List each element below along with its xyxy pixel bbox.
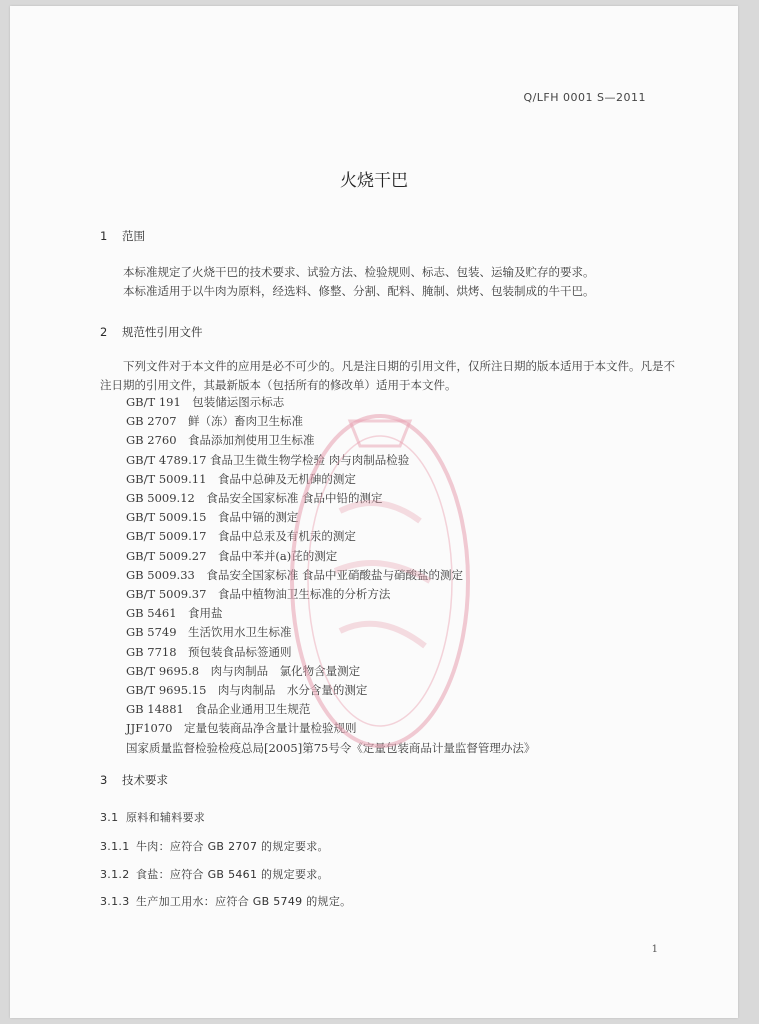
- scope-line-2: 本标准适用于以牛肉为原料，经选料、修整、分割、配料、腌制、烘烤、包装制成的牛干巴。: [123, 284, 595, 298]
- section-number: 2: [100, 325, 108, 339]
- reference-item: GB 2707 鲜（冻）畜肉卫生标准: [126, 414, 304, 429]
- reference-item: GB/T 4789.17 食品卫生微生物学检验 肉与肉制品检验: [126, 452, 410, 467]
- clause-3-1-1: [100, 838, 329, 854]
- reference-item: GB 5749 生活饮用水卫生标准: [126, 625, 292, 640]
- clause-number: 3.1.3: [100, 895, 130, 908]
- standard-code: Q/LFH 0001 S—2011: [523, 91, 646, 104]
- reference-item: GB/T 5009.17 食品中总汞及有机汞的测定: [126, 529, 356, 544]
- document-title: 火烧干巴: [340, 171, 408, 191]
- reference-item: GB 5009.12 食品安全国家标准 食品中铅的测定: [126, 491, 383, 506]
- subsection-title: 原料和辅料要求: [126, 811, 206, 824]
- section-title: 技术要求: [122, 773, 168, 787]
- section-title: 范围: [122, 229, 145, 243]
- reference-item: GB 2760 食品添加剂使用卫生标准: [126, 433, 315, 448]
- reference-item: GB 5461 食用盐: [126, 606, 223, 621]
- section-3-heading: [100, 772, 168, 788]
- section-2-heading: [100, 324, 203, 340]
- reference-item: GB/T 191 包装储运图示标志: [126, 395, 285, 409]
- section-1-heading: [100, 228, 145, 244]
- reference-item: GB/T 5009.15 食品中镉的测定: [126, 510, 299, 525]
- scope-line-1: 本标准规定了火烧干巴的技术要求、试验方法、检验规则、标志、包装、运输及贮存的要求。: [123, 265, 595, 279]
- section-number: 1: [100, 229, 108, 243]
- clause-text: 食盐：应符合 GB 5461 的规定要求。: [136, 868, 329, 881]
- clause-number: 3.1.2: [100, 868, 130, 881]
- document-page: [10, 6, 738, 1018]
- reference-list: [126, 393, 535, 758]
- subsection-number: 3.1: [100, 811, 119, 824]
- page-number: 1: [651, 944, 658, 955]
- clause-3-1-2: [100, 866, 329, 882]
- reference-item: GB/T 5009.37 食品中植物油卫生标准的分析方法: [126, 587, 391, 602]
- reference-item: GB 14881 食品企业通用卫生规范: [126, 702, 311, 717]
- references-intro-text: 下列文件对于本文件的应用是必不可少的。凡是注日期的引用文件，仅所注日期的版本适用于本文件。凡是不注日期的引用文件，其最新版本（包括所有的修改单）适用于本文件。: [100, 359, 675, 392]
- reference-item: GB/T 9695.8 肉与肉制品 氯化物含量测定: [126, 663, 361, 678]
- subsection-3-1-heading: [100, 809, 205, 825]
- reference-item: GB/T 9695.15 肉与肉制品 水分含量的测定: [126, 683, 368, 698]
- section-number: 3: [100, 773, 108, 787]
- scope-paragraph: [100, 263, 680, 301]
- reference-item: JJF1070 定量包装商品净含量计量检验规则: [126, 721, 357, 736]
- clause-text: 生产加工用水：应符合 GB 5749 的规定。: [136, 895, 352, 908]
- clause-number: 3.1.1: [100, 840, 130, 853]
- reference-item: GB/T 5009.11 食品中总砷及无机砷的测定: [126, 471, 356, 486]
- references-intro: [100, 357, 685, 395]
- section-title: 规范性引用文件: [122, 325, 203, 339]
- clause-text: 牛肉：应符合 GB 2707 的规定要求。: [136, 840, 329, 853]
- reference-item: GB 7718 预包装食品标签通则: [126, 644, 292, 659]
- reference-item: GB/T 5009.27 食品中苯并(a)芘的测定: [126, 548, 338, 563]
- clause-3-1-3: [100, 893, 351, 909]
- reference-item: 国家质量监督检验检疫总局[2005]第75号令《定量包装商品计量监督管理办法》: [126, 740, 536, 755]
- reference-item: GB 5009.33 食品安全国家标准 食品中亚硝酸盐与硝酸盐的测定: [126, 567, 464, 582]
